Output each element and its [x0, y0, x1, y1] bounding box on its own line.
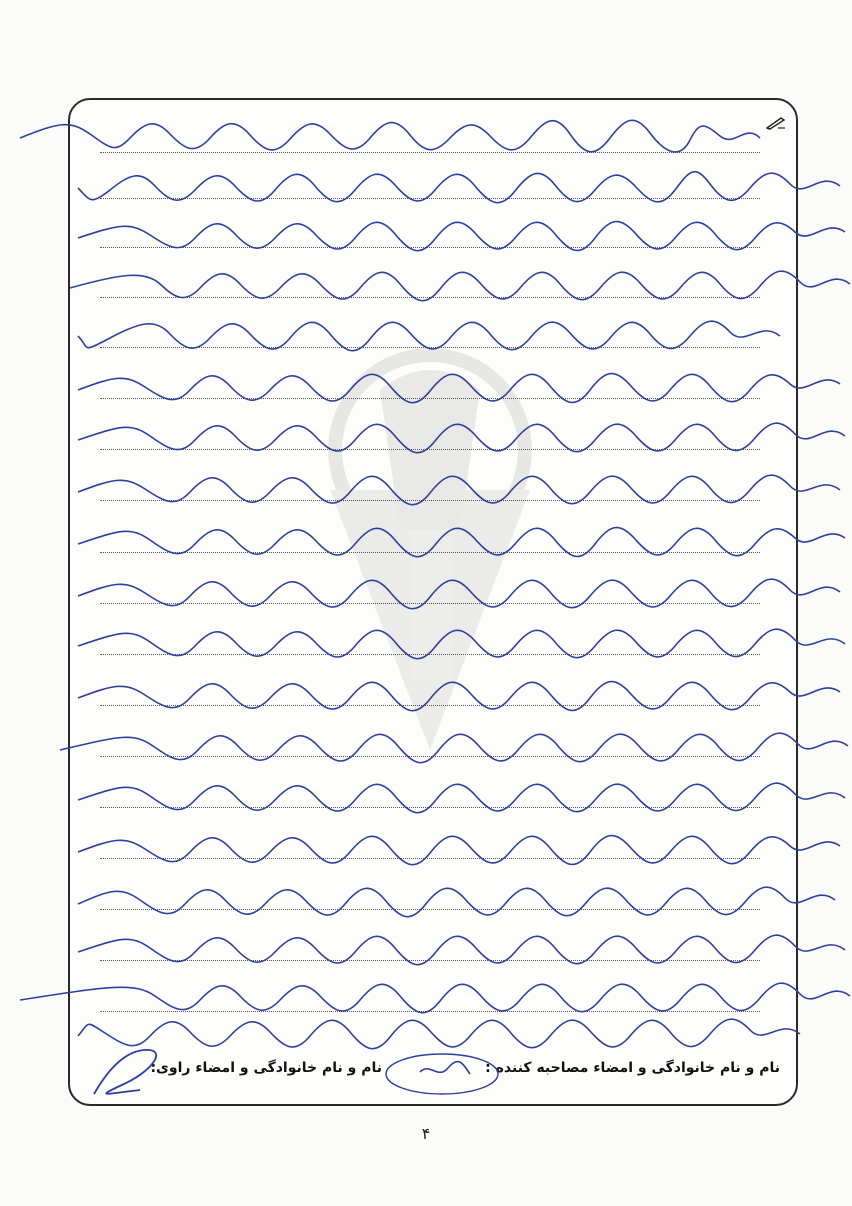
ruled-line	[100, 654, 760, 655]
ruled-line	[100, 756, 760, 757]
interviewer-signature-label: نام و نام خانوادگی و امضاء مصاحبه کننده :	[485, 1060, 780, 1076]
narrator-signature	[84, 1040, 164, 1102]
ruled-line	[100, 960, 760, 961]
ruled-line	[100, 247, 760, 248]
ruled-line	[100, 909, 760, 910]
ruled-line	[100, 807, 760, 808]
ruled-line	[100, 152, 760, 153]
ruled-line	[100, 347, 760, 348]
ruled-line	[100, 705, 760, 706]
ruled-line	[100, 1011, 760, 1012]
narrator-signature-label: نام و نام خانوادگی و امضاء راوی:	[150, 1060, 382, 1076]
interviewer-signature	[380, 1040, 510, 1102]
page-number: ۴	[421, 1124, 431, 1143]
ruled-line	[100, 297, 760, 298]
pen-icon	[766, 116, 786, 130]
ruled-line	[100, 449, 760, 450]
watermark-emblem	[270, 330, 590, 750]
ruled-line	[100, 603, 760, 604]
ruled-line	[100, 500, 760, 501]
ruled-line	[100, 858, 760, 859]
ruled-line	[100, 398, 760, 399]
ruled-line	[100, 198, 760, 199]
ruled-line	[100, 552, 760, 553]
